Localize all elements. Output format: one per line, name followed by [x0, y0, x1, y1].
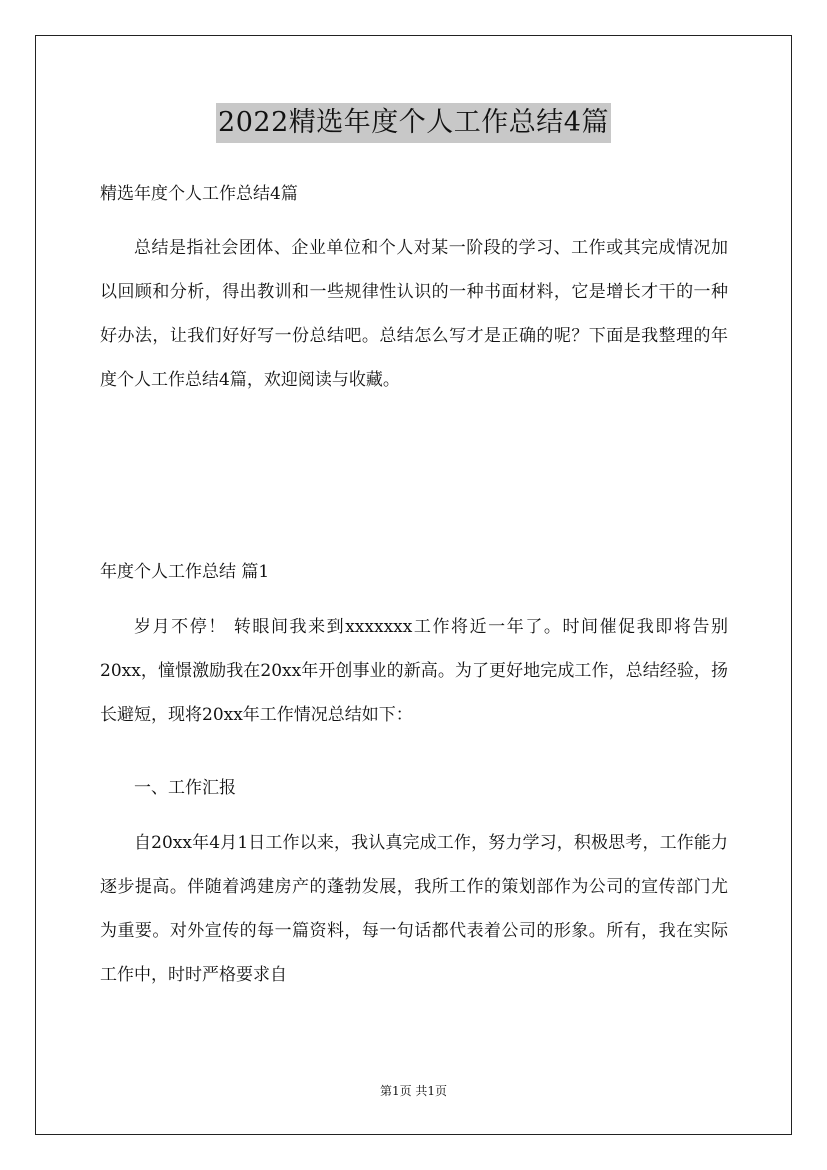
- title-container: [0, 103, 827, 143]
- section-title: 年度个人工作总结 篇1: [100, 562, 270, 582]
- section-paragraph-2: 自20xx年4月1日工作以来，我认真完成工作，努力学习，积极思考，工作能力逐步提高。伴随着鸿建房产的蓬勃发展，我所工作的策划部作为公司的宣传部门尤为重要。对外宣传的每一篇资料，每一句话都代表着公司的形象。所有，我在实际工作中，时时严格要求自: [100, 833, 728, 985]
- document-subtitle: 精选年度个人工作总结4篇: [100, 184, 298, 204]
- intro-paragraph: 总结是指社会团体、企业单位和个人对某一阶段的学习、工作或其完成情况加以回顾和分析，得出教训和一些规律性认识的一种书面材料，它是增长才干的一种好办法，让我们好好写一份总结吧。总结怎么写才是正确的呢？下面是我整理的年度个人工作总结4篇，欢迎阅读与收藏。: [100, 238, 728, 390]
- subheading: 一、工作汇报: [134, 778, 236, 798]
- section-paragraph-1: 岁月不停！ 转眼间我来到xxxxxxx工作将近一年了。时间催促我即将告别20xx，憧憬激励我在20xx年开创事业的新高。为了更好地完成工作，总结经验，扬长避短，现将20xx年工作情况总结如下：: [100, 617, 728, 725]
- document-title: 2022精选年度个人工作总结4篇: [216, 103, 611, 143]
- page-footer: 第1页 共1页: [379, 1084, 448, 1098]
